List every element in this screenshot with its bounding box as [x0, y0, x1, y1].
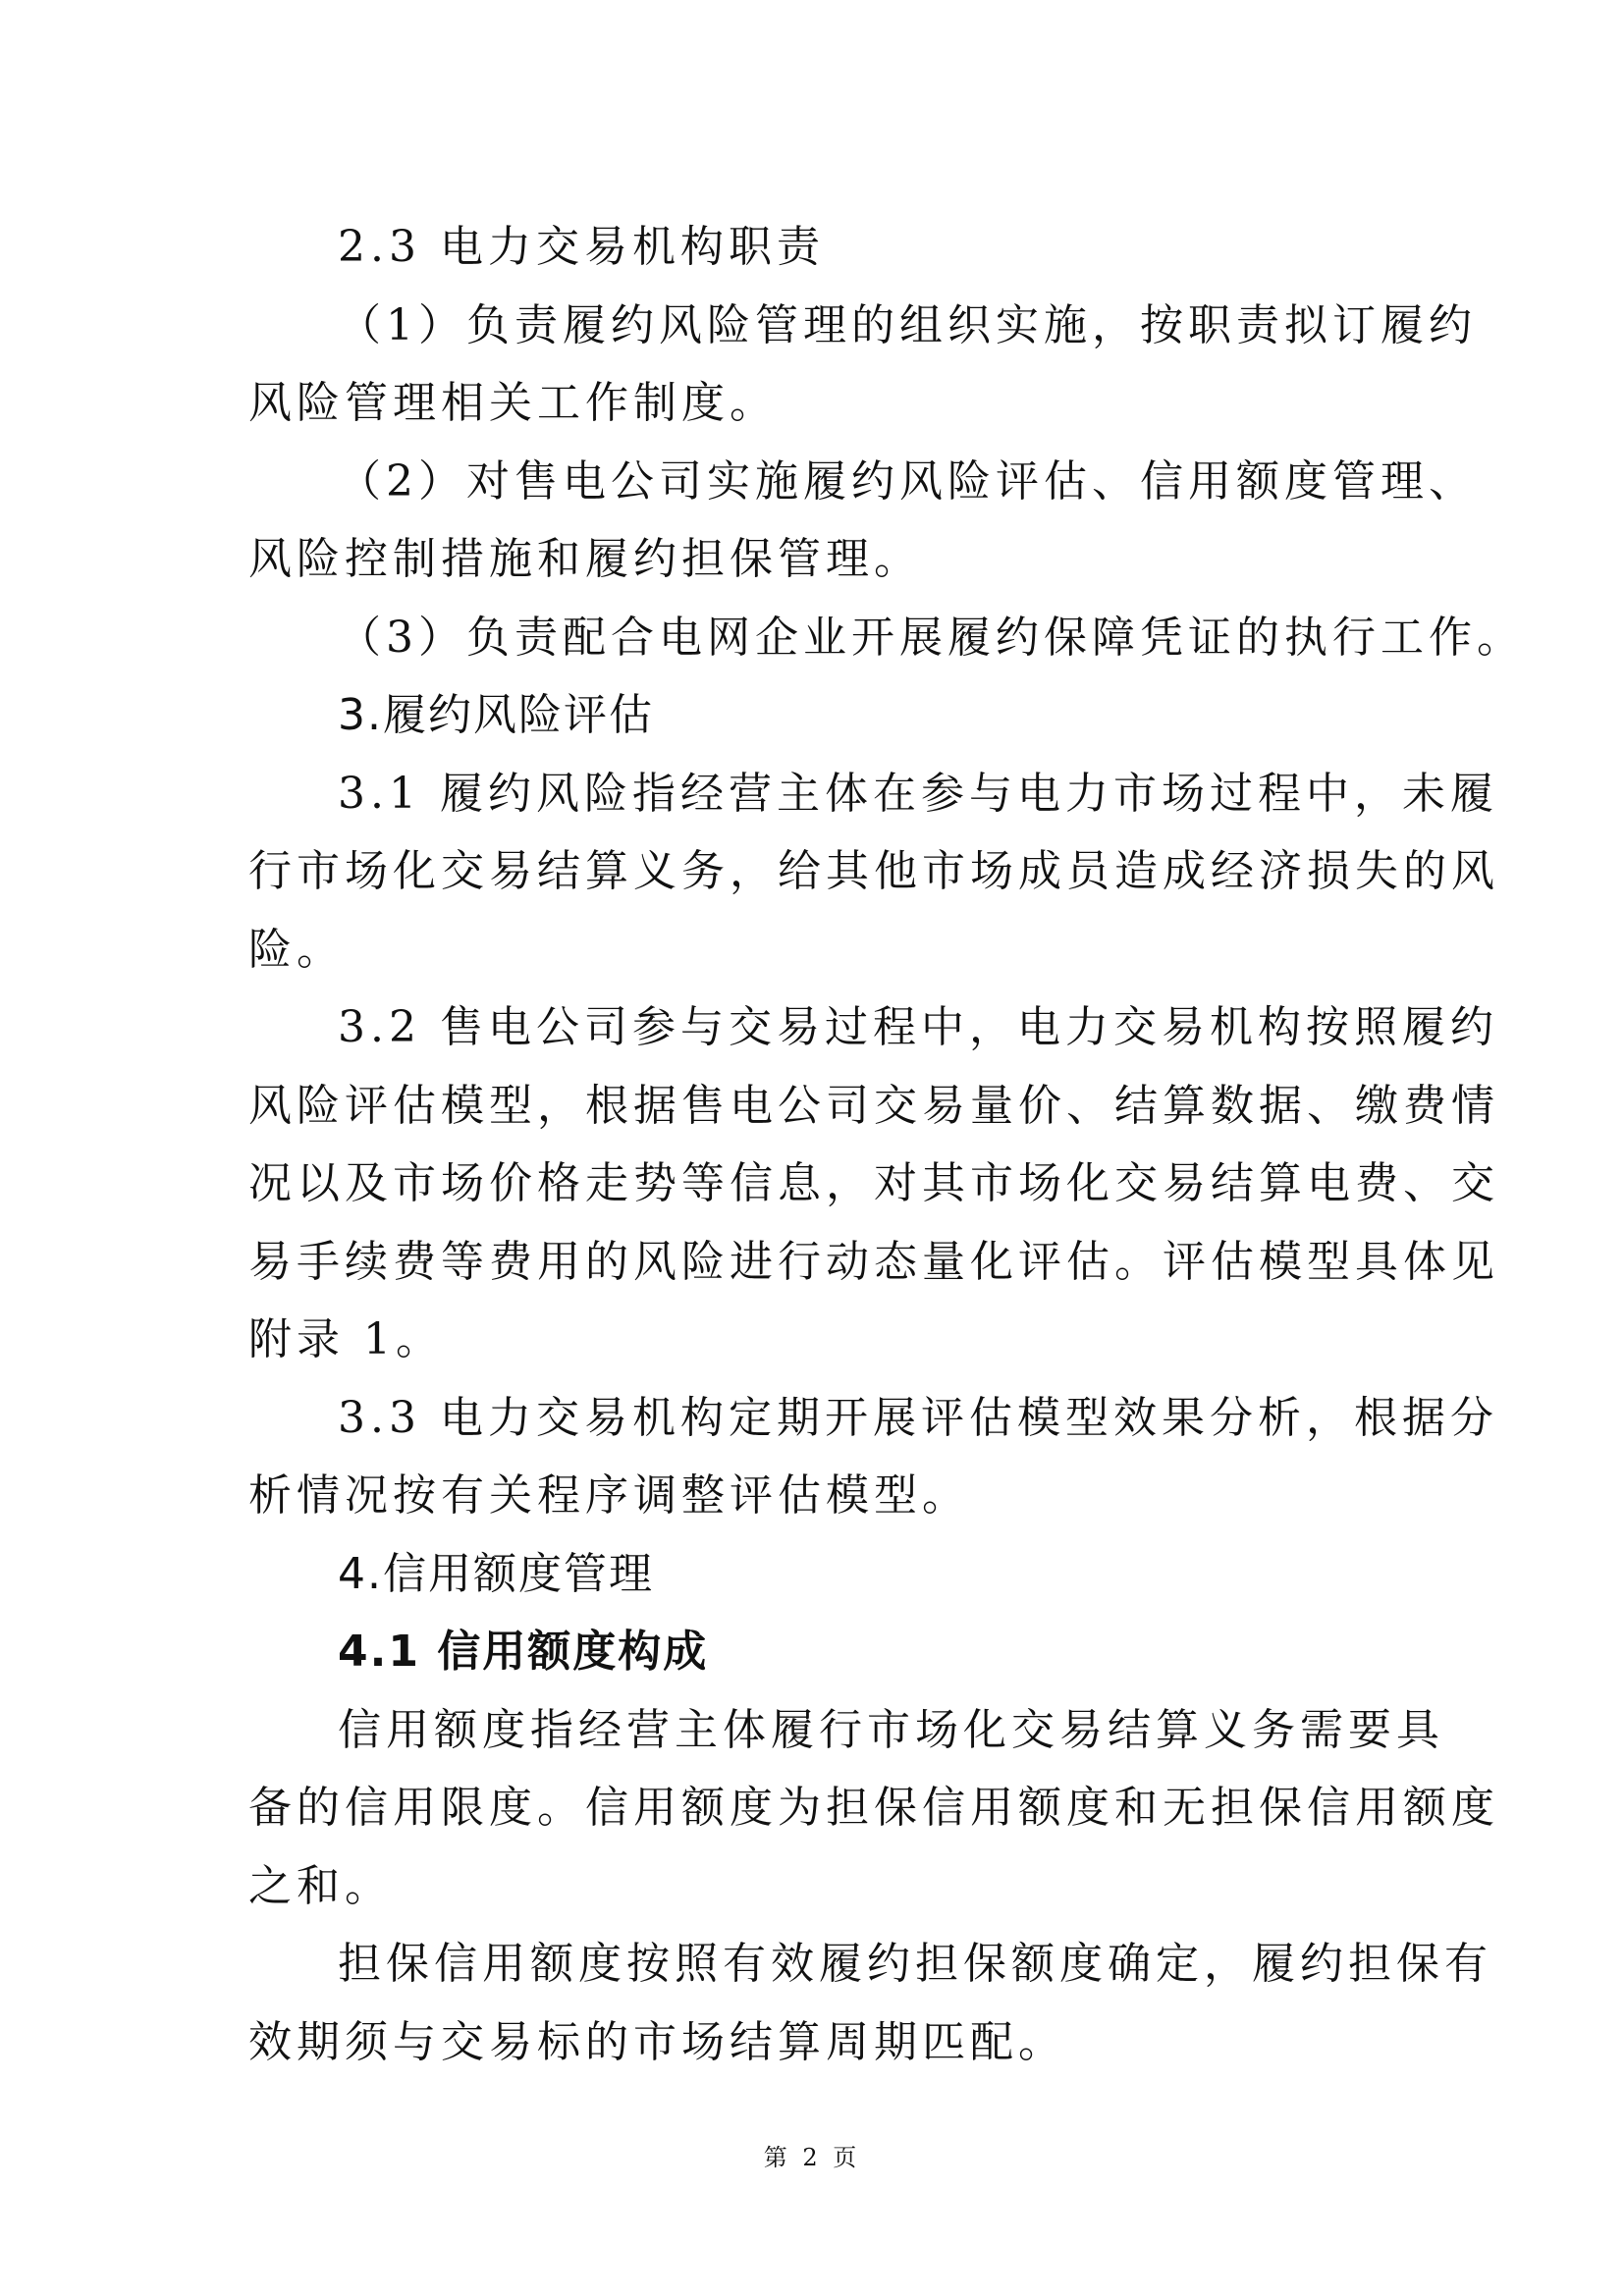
- paragraph-line: （1）负责履约风险管理的组织实施，按职责拟订履约: [338, 300, 1477, 350]
- paragraph-line: 担保信用额度按照有效履约担保额度确定，履约担保有: [338, 1939, 1492, 1989]
- section-heading-2-3: 2.3 电力交易机构职责: [338, 222, 825, 272]
- paragraph-line: 易手续费等费用的风险进行动态量化评估。评估模型具体见: [248, 1237, 1499, 1287]
- paragraph-line: （3）负责配合电网企业开展履约保障凭证的执行工作。: [338, 613, 1525, 663]
- paragraph-line: 析情况按有关程序调整评估模型。: [248, 1470, 970, 1521]
- paragraph-line: 风险管理相关工作制度。: [248, 378, 778, 428]
- paragraph-line: 风险评估模型，根据售电公司交易量价、结算数据、缴费情: [248, 1081, 1499, 1131]
- paragraph-line: 之和。: [248, 1861, 393, 1911]
- paragraph-line: 信用额度指经营主体履行市场化交易结算义务需要具: [338, 1705, 1444, 1755]
- section-heading-4: 4.信用额度管理: [338, 1549, 654, 1599]
- paragraph-line: 险。: [248, 925, 345, 975]
- paragraph-line: 3.1 履约风险指经营主体在参与电力市场过程中，未履: [338, 769, 1498, 819]
- paragraph-line: 况以及市场价格走势等信息，对其市场化交易结算电费、交: [248, 1158, 1499, 1208]
- paragraph-line: 附录 1。: [248, 1314, 444, 1364]
- paragraph-line: （2）对售电公司实施履约风险评估、信用额度管理、: [338, 456, 1477, 507]
- paragraph-line: 效期须与交易标的市场结算周期匹配。: [248, 2017, 1066, 2067]
- paragraph-line: 3.3 电力交易机构定期开展评估模型效果分析，根据分: [338, 1393, 1498, 1443]
- section-heading-3: 3.履约风险评估: [338, 690, 654, 740]
- paragraph-line: 备的信用限度。信用额度为担保信用额度和无担保信用额度: [248, 1783, 1499, 1833]
- paragraph-line: 行市场化交易结算义务，给其他市场成员造成经济损失的风: [248, 846, 1499, 896]
- section-heading-4-1: 4.1 信用额度构成: [338, 1627, 709, 1677]
- page-number: 第 2 页: [763, 2144, 861, 2171]
- paragraph-line: 风险控制措施和履约担保管理。: [248, 534, 922, 584]
- paragraph-line: 3.2 售电公司参与交易过程中，电力交易机构按照履约: [338, 1002, 1498, 1052]
